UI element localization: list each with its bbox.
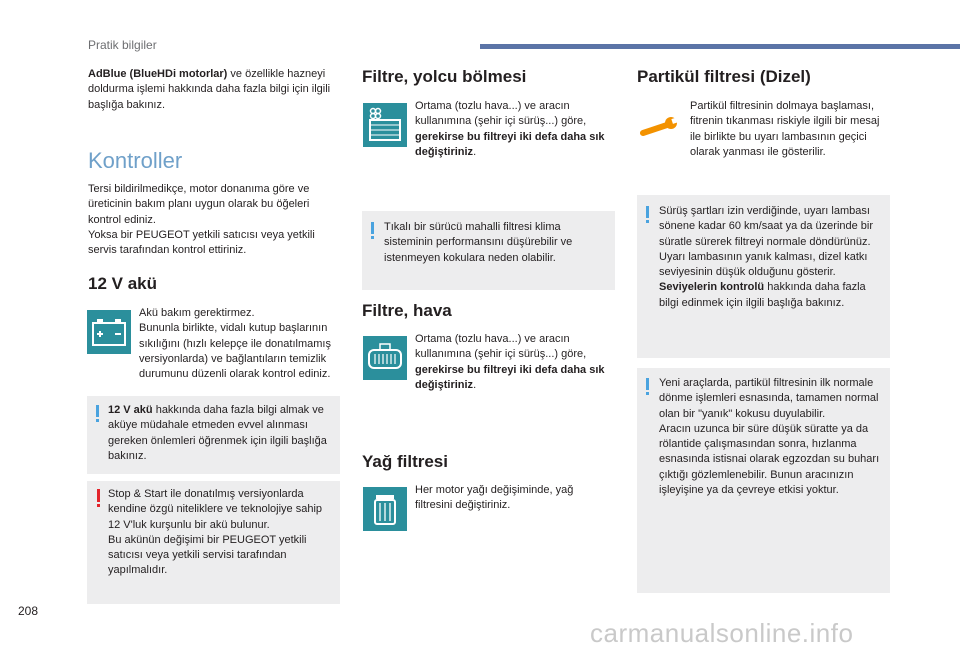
warning-line2: Bu akünün değişimi bir PEUGEOT yetkili satıcısı veya yetkili servisi tarafından yapılmalıdır.: [108, 533, 307, 577]
kontroller-line1: Tersi bildirilmedikçe, motor donanıma göre ve üreticinin bakım planı uygun olarak bu öğeleri kontrol ediniz.: [88, 183, 310, 226]
dpf-info-box-2: [637, 368, 890, 593]
dpf-info-box-1: [637, 195, 890, 358]
dpf-info-2-text: Yeni araçlarda, partikül filtresinin ilk normale dönme işlemleri esnasında, tamamen normal olan bir "yanık" kokusu duyulabilir. Aracın uzunca bir süre düşük süratte ya da rölantide çalışmasından sonra, hızlanma esnasında istisnai olarak egzozdan su buharı çıktığı gözlemlenebilir. Bunun aracınızın işleyişine ya da çevreye etkisi yoktur.: [659, 377, 880, 497]
info-icon: [96, 405, 99, 417]
cabin-filter-text: Ortama (tozlu hava...) ve aracın kullanımına (şehir içi sürüş...) göre, gerekirse bu filtreyi iki defa daha sık değiştiriniz.: [415, 100, 605, 158]
page-number: 208: [18, 604, 39, 618]
watermark: carmanualsonline.info: [590, 618, 854, 648]
cabin-info-text: Tıkalı bir sürücü mahalli filtresi klima sisteminin performansını düşürebilir ve istenmeyen kokulara neden olabilir.: [384, 221, 573, 264]
battery-line1: Akü bakım gerektirmez.: [139, 307, 255, 319]
section-header: Pratik bilgiler: [88, 38, 157, 52]
adblue-bold: AdBlue (BlueHDi motorlar): [88, 68, 228, 80]
kontroller-text: [88, 182, 340, 258]
dpf-text: Partikül filtresinin dolmaya başlaması, fitrenin tıkanması riskiyle ilgili bir mesaj ile birlikte bu uyarı lambasının geçici olarak yanması ile gösterilir.: [690, 100, 880, 158]
wrench-icon: [637, 103, 681, 147]
warning-line1: Stop & Start ile donatılmış versiyonlarda kendine özgü niteliklere ve teknolojiye sahip 12 V'luk kurşunlu bir akü bulunur.: [108, 488, 323, 531]
battery-info-text: 12 V akü hakkında daha fazla bilgi almak ve aküye müdahale etmeden evvel alınması gereken önlemleri öğrenmek için ilgili başlığa bakınız.: [108, 404, 327, 462]
battery-text: [139, 306, 339, 382]
kontroller-title: Kontroller: [88, 148, 183, 173]
header-bar: [480, 44, 960, 49]
warning-box: [87, 481, 340, 604]
battery-info-box: [87, 396, 340, 474]
oil-filter-text: Her motor yağı değişiminde, yağ filtresini değiştiriniz.: [415, 484, 574, 512]
warning-text: [108, 487, 336, 579]
oil-filter-title: Yağ filtresi: [362, 452, 448, 471]
info-icon: [646, 378, 649, 390]
battery-line2: Bununla birlikte, vidalı kutup başlarının sıkılığını (hızlı kelepçe ile donatılmamış versiyonlarda) ve bağlantıların temizlik durumunu düzenli olarak kontrol ediniz.: [139, 322, 331, 381]
warning-icon: [97, 489, 100, 502]
info-icon: [371, 222, 374, 234]
battery-title: 12 V akü: [88, 274, 157, 293]
cabin-filter-title: Filtre, yolcu bölmesi: [362, 67, 527, 86]
air-filter-icon: [363, 336, 407, 380]
kontroller-line2: Yoksa bir PEUGEOT yetkili satıcısı veya yetkili servis tarafından kontrol ettiriniz.: [88, 228, 315, 257]
cabin-info-box: [362, 211, 615, 290]
adblue-note: [88, 67, 340, 113]
air-filter-title: Filtre, hava: [362, 301, 452, 320]
info-icon: [646, 206, 649, 218]
dpf-title: Partikül filtresi (Dizel): [637, 67, 811, 86]
oil-filter-icon: [363, 487, 407, 531]
adblue-text: ve özellikle hazneyi doldurma işlemi hakkında daha fazla bilgi için ilgili başlığa bakınız.: [88, 68, 331, 111]
dpf-info-1-text: Sürüş şartları izin verdiğinde, uyarı lambası sönene kadar 60 km/saat ya da üzerinde bir süratle sürerek filtreyi normale döndürünüz. Uyarı lambasının yanık kalması, dizel katkı seviyesinin düşük olduğunu gösterir. Seviyelerin kontrolü hakkında daha fazla bilgi edinmek için ilgili başlığa bakınız.: [659, 205, 874, 309]
air-filter-text: Ortama (tozlu hava...) ve aracın kullanımına (şehir içi sürüş...) göre, gerekirse bu filtreyi iki defa daha sık değiştiriniz.: [415, 333, 605, 391]
cabin-filter-icon: [363, 103, 407, 147]
battery-icon: [87, 310, 131, 354]
